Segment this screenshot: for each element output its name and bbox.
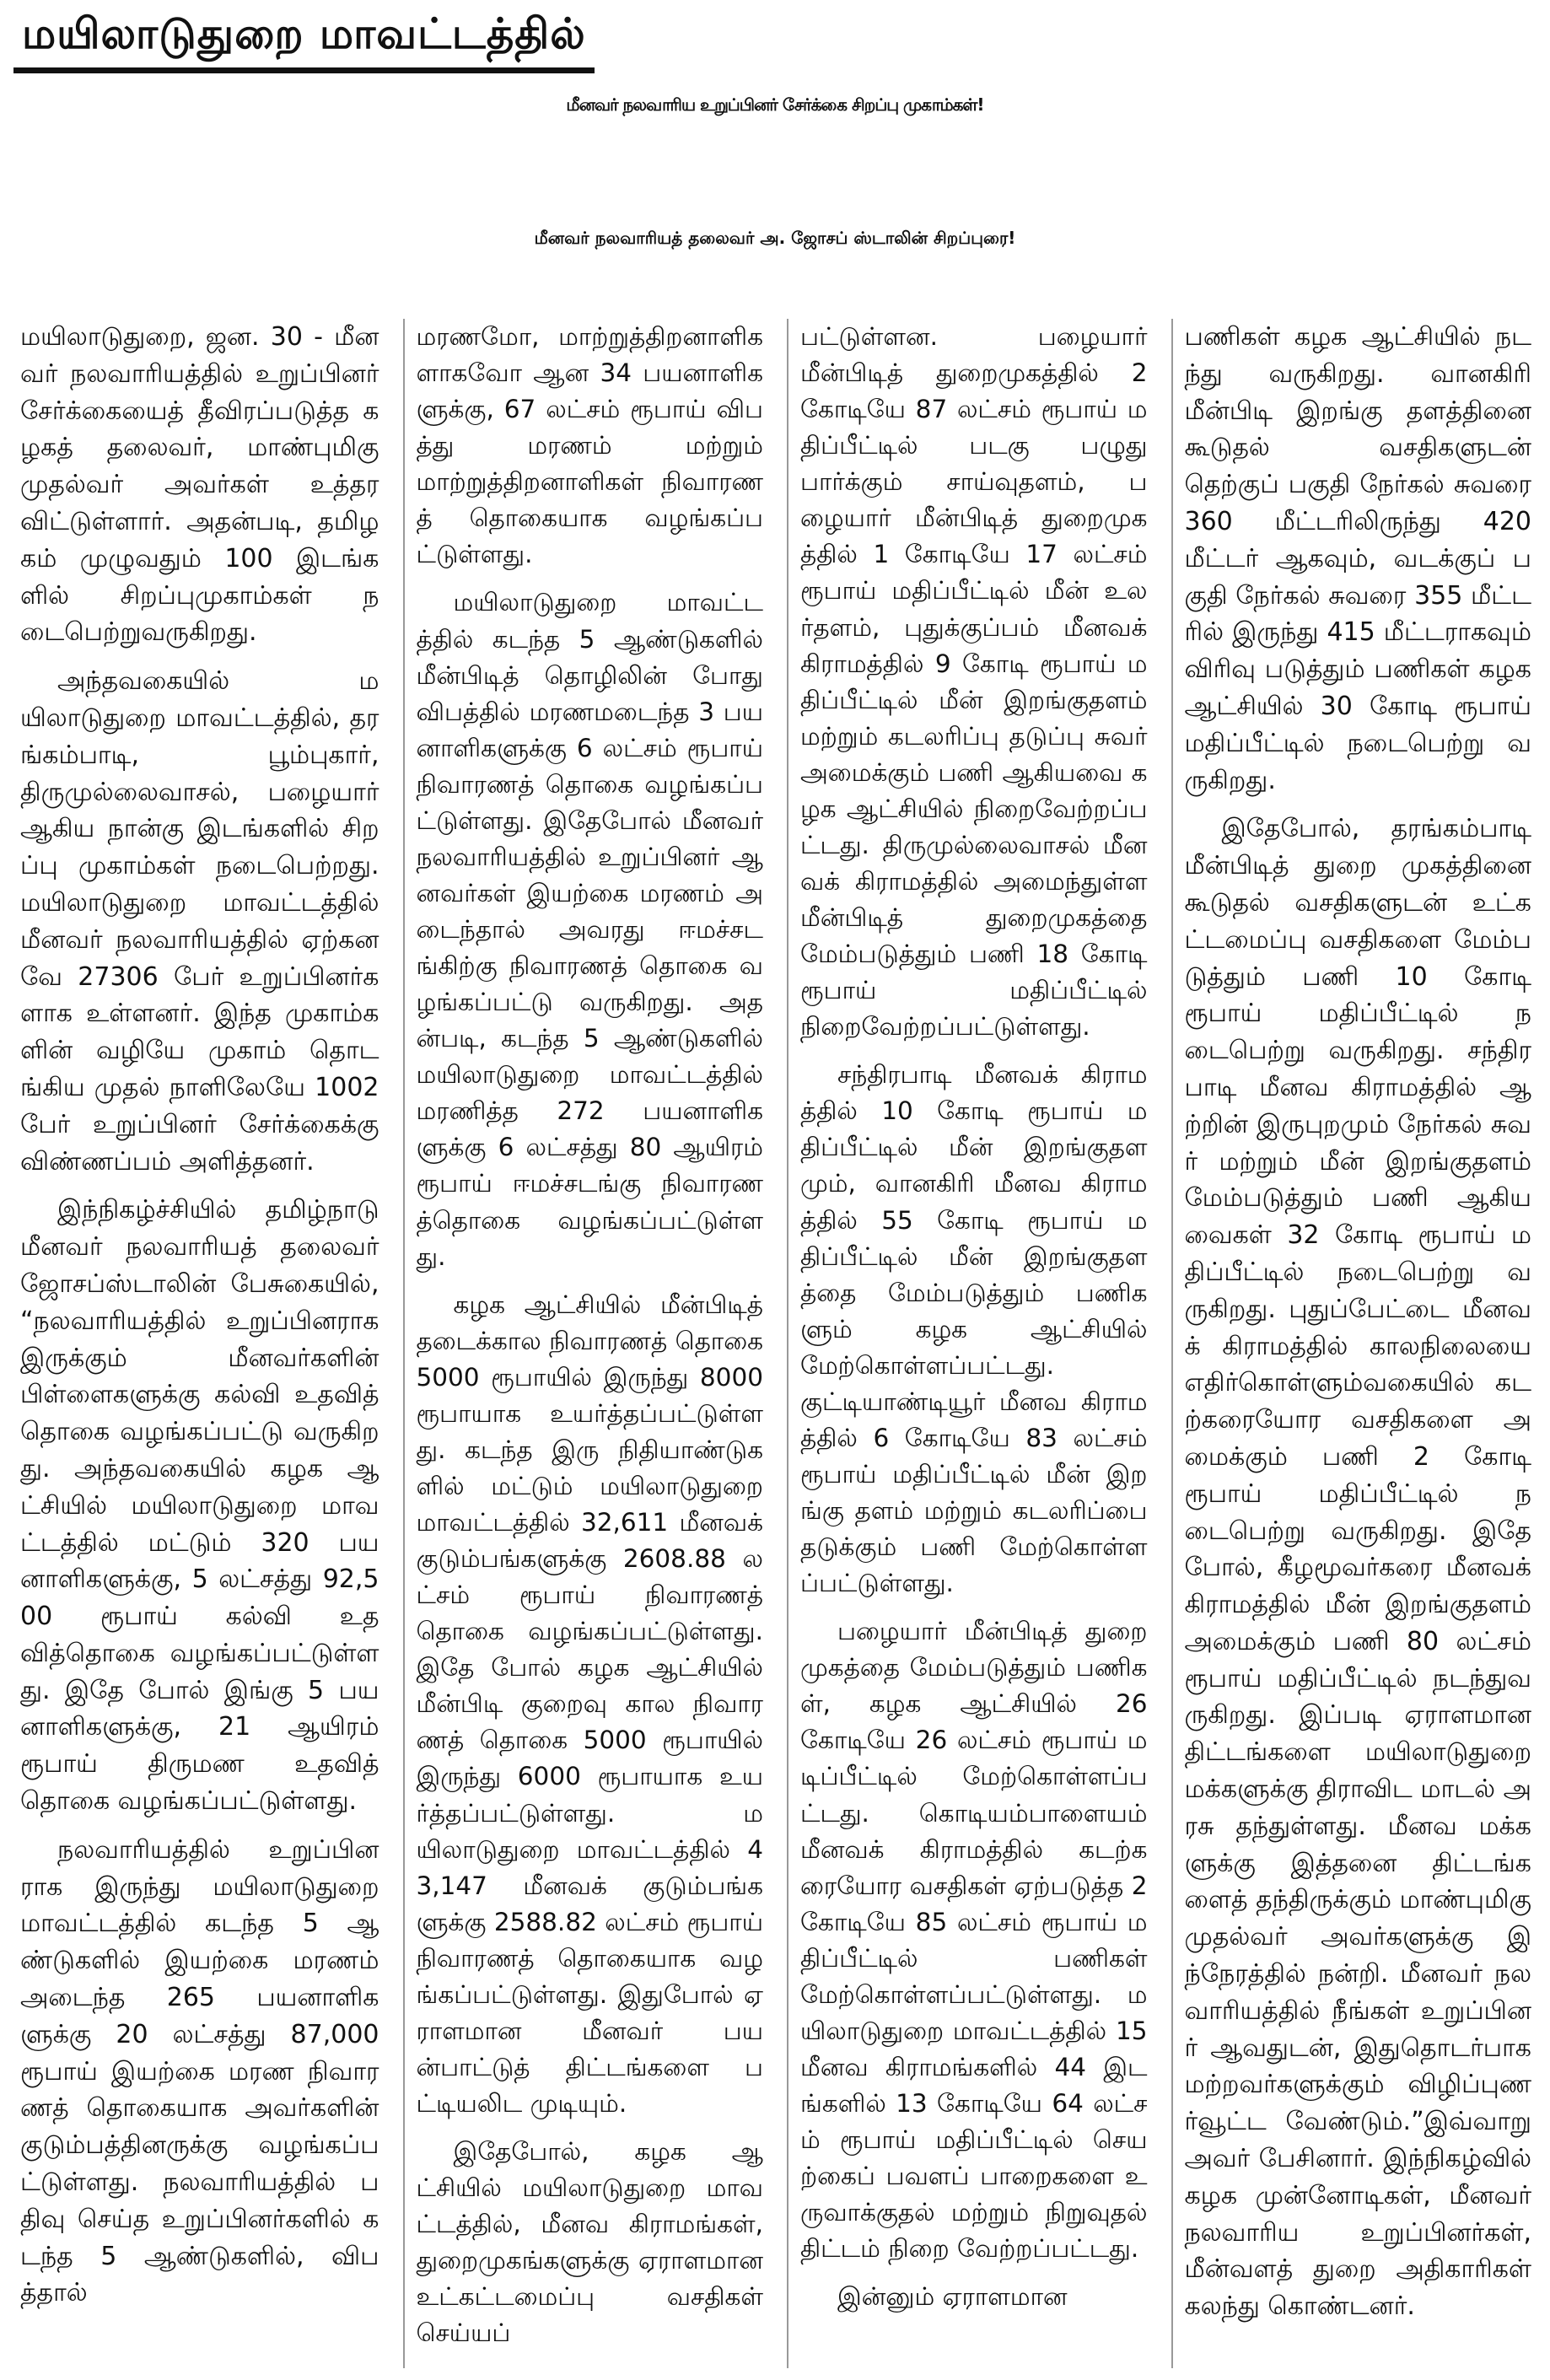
paragraph: மயிலாடுதுறை மாவட்டத்தில் கடந்த 5 ஆண்டுகளில் மீன்பிடித் தொழிலின் போது விபத்தில் மரணமடைந்த 3 பயனாளிகளுக்கு 6 லட்சம் ரூபாய் நிவாரணத் தொகை வழங்கப்பட்டுள்ளது. இதேபோல் மீனவர் நலவாரியத்தில் உறுப்பினர் ஆனவர்கள் இயற்கை மரணம் அடைந்தால் அவரது ஈமச்சடங்கிற்கு நிவாரணத் தொகை வழங்கப்பட்டு வருகிறது. அதன்படி, கடந்த 5 ஆண்டுகளில் மயிலாடுதுறை மாவட்டத்தில் மரணித்த 272 பயனாளிகளுக்கு 6 லட்சத்து 80 ஆயிரம் ரூபாய் ஈமச்சடங்கு நிவாரணத்தொகை வழங்கப்பட்டுள்ளது. <box>416 588 763 1271</box>
paragraph: நலவாரியத்தில் உறுப்பினராக இருந்து மயிலாடுதுறை மாவட்டத்தில் கடந்த 5 ஆண்டுகளில் இயற்கை மரணம் அடைந்த 265 பயனாளிகளுக்கு 20 லட்சத்து 87,000 ரூபாய் இயற்கை மரண நிவாரணத் தொகையாக அவர்களின் குடும்பத்தினருக்கு வழங்கப்பட்டுள்ளது. நலவாரியத்தில் பதிவு செய்த உறுப்பினர்களில் கடந்த 5 ஆண்டுகளில், விபத்தால் <box>20 1834 379 2308</box>
kicker-wrapper <box>13 7 595 73</box>
paragraph: அந்தவகையில் மயிலாடுதுறை மாவட்டத்தில், தரங்கம்பாடி, பூம்புகார், திருமுல்லைவாசல், பழையார் ஆகிய நான்கு இடங்களில் சிறப்பு முகாம்கள் நடைபெற்றது. மயிலாடுதுறை மாவட்டத்தில் மீனவர் நலவாரியத்தில் ஏற்கனவே 27306 பேர் உறுப்பினர்களாக உள்ளனர். இந்த முகாம்களின் வழியே முகாம் தொடங்கிய முதல் நாளிலேயே 1002 பேர் உறுப்பினர் சேர்க்கைக்கு விண்ணப்பம் அளித்தனர். <box>20 666 379 1177</box>
paragraph: இதேபோல், கழக ஆட்சியில் மயிலாடுதுறை மாவட்டத்தில், மீனவ கிராமங்கள், துறைமுகங்களுக்கு ஏராளமான உட்கட்டமைப்பு வசதிகள் செய்யப் <box>416 2137 763 2348</box>
column-3 <box>787 319 1148 2368</box>
paragraph: பட்டுள்ளன. பழையார் மீன்பிடித் துறைமுகத்தில் 2 கோடியே 87 லட்சம் ரூபாய் மதிப்பீட்டில் படகு பழுது பார்க்கும் சாய்வுதளம், பழையார் மீன்பிடித் துறைமுகத்தில் 1 கோடியே 17 லட்சம் ரூபாய் மதிப்பீட்டில் மீன் உலர்தளம், புதுக்குப்பம் மீனவக் கிராமத்தில் 9 கோடி ரூபாய் மதிப்பீட்டில் மீன் இறங்குதளம் மற்றும் கடலரிப்பு தடுப்பு சுவர் அமைக்கும் பணி ஆகியவை கழக ஆட்சியில் நிறைவேற்றப்பட்டது. திருமுல்லைவாசல் மீனவக் கிராமத்தில் அமைந்துள்ள மீன்பிடித் துறைமுகத்தை மேம்படுத்தும் பணி 18 கோடி ரூபாய் மதிப்பீட்டில் நிறைவேற்றப்பட்டுள்ளது. <box>800 322 1148 1042</box>
paragraph: கழக ஆட்சியில் மீன்பிடித் தடைக்கால நிவாரணத் தொகை 5000 ரூபாயில் இருந்து 8000 ரூபாயாக உயர்த்தப்பட்டுள்ளது. கடந்த இரு நிதியாண்டுகளில் மட்டும் மயிலாடுதுறை மாவட்டத்தில் 32,611 மீனவக் குடும்பங்களுக்கு 2608.88 லட்சம் ரூபாய் நிவாரணத் தொகை வழங்கப்பட்டுள்ளது. இதே போல் கழக ஆட்சியில் மீன்பிடி குறைவு கால நிவாரணத் தொகை 5000 ரூபாயில் இருந்து 6000 ரூபாயாக உயர்த்தப்பட்டுள்ளது. மயிலாடுதுறை மாவட்டத்தில் 43,147 மீனவக் குடும்பங்களுக்கு 2588.82 லட்சம் ரூபாய் நிவாரணத் தொகையாக வழங்கப்பட்டுள்ளது. இதுபோல் ஏராளமான மீனவர் பயன்பாட்டுத் திட்டங்களை பட்டியலிட முடியும். <box>416 1290 763 2118</box>
headline: மீனவர் நலவாரிய உறுப்பினர் சேர்க்கை சிறப்பு முகாம்கள்! <box>566 94 984 115</box>
paragraph: மயிலாடுதுறை, ஜன. 30 - மீனவர் நலவாரியத்தில் உறுப்பினர் சேர்க்கையைத் தீவிரப்படுத்த கழகத் தலைவர், மாண்புமிகு முதல்வர் அவர்கள் உத்தரவிட்டுள்ளார். அதன்படி, தமிழகம் முழுவதும் 100 இடங்களில் சிறப்புமுகாம்கள் நடைபெற்றுவருகிறது. <box>20 322 379 648</box>
paragraph: பழையார் மீன்பிடித் துறை முகத்தை மேம்படுத்தும் பணிகள், கழக ஆட்சியில் 26 கோடியே 26 லட்சம் ரூபாய் மடிப்பீட்டில் மேற்கொள்ளப்பட்டது. கொடியம்பாளையம் மீனவக் கிராமத்தில் கடற்கரையோர வசதிகள் ஏற்படுத்த 2 கோடியே 85 லட்சம் ரூபாய் மதிப்பீட்டில் பணிகள் மேற்கொள்ளப்பட்டுள்ளது. மயிலாடுதுறை மாவட்டத்தில் 15 மீனவ கிராமங்களில் 44 இடங்களில் 13 கோடியே 64 லட்சம் ரூபாய் மதிப்பீட்டில் செயற்கைப் பவளப் பாறைகளை உருவாக்குதல் மற்றும் நிறுவுதல் திட்டம் நிறை வேற்றப்பட்டது. <box>800 1617 1148 2264</box>
paragraph: சந்திரபாடி மீனவக் கிராமத்தில் 10 கோடி ரூபாய் மதிப்பீட்டில் மீன் இறங்குதளமும், வானகிரி மீனவ கிராமத்தில் 55 கோடி ரூபாய் மதிப்பீட்டில் மீன் இறங்குதளத்தை மேம்படுத்தும் பணிகளும் கழக ஆட்சியில் மேற்கொள்ளப்பட்டது. குட்டியாண்டியூர் மீனவ கிராமத்தில் 6 கோடியே 83 லட்சம் ரூபாய் மதிப்பீட்டில் மீன் இறங்கு தளம் மற்றும் கடலரிப்பை தடுக்கும் பணி மேற்கொள்ளப்பட்டுள்ளது. <box>800 1060 1148 1598</box>
column-2 <box>403 319 764 2368</box>
paragraph: இதேபோல், தரங்கம்பாடி மீன்பிடித் துறை முகத்தினை கூடுதல் வசதிகளுடன் உட்கட்டமைப்பு வசதிகளை மேம்படுத்தும் பணி 10 கோடி ரூபாய் மதிப்பீட்டில் நடைபெற்று வருகிறது. சந்திரபாடி மீனவ கிராமத்தில் ஆற்றின் இருபுறமும் நேர்கல் சுவர் மற்றும் மீன் இறங்குதளம் மேம்படுத்தும் பணி ஆகியவைகள் 32 கோடி ரூபாய் மதிப்பீட்டில் நடைபெற்று வருகிறது. புதுப்பேட்டை மீனவக் கிராமத்தில் காலநிலையை எதிர்கொள்ளும்வகையில் கடற்கரையோர வசதிகளை அமைக்கும் பணி 2 கோடி ரூபாய் மதிப்பீட்டில் நடைபெற்று வருகிறது. இதே போல், கீழமூவர்கரை மீனவக் கிராமத்தில் மீன் இறங்குதளம் அமைக்கும் பணி 80 லட்சம் ரூபாய் மதிப்பீட்டில் நடந்துவருகிறது. இப்படி ஏராளமான திட்டங்களை மயிலாடுதுறை மக்களுக்கு திராவிட மாடல் அரசு தந்துள்ளது. மீனவ மக்களுக்கு இத்தனை திட்டங்களைத் தந்திருக்கும் மாண்புமிகு முதல்வர் அவர்களுக்கு இந்நேரத்தில் நன்றி. மீனவர் நலவாரியத்தில் நீங்கள் உறுப்பினர் ஆவதுடன், இதுதொடர்பாக மற்றவர்களுக்கும் விழிப்புணர்வூட்ட வேண்டும்.”இவ்வாறு அவர் பேசினார். இந்நிகழ்வில் கழக முன்னோடிகள், மீனவர் நலவாரிய உறுப்பினர்கள், மீன்வளத் துறை அதிகாரிகள் கலந்து கொண்டனர். <box>1184 814 1531 2322</box>
paragraph: பணிகள் கழக ஆட்சியில் நடந்து வருகிறது. வானகிரி மீன்பிடி இறங்கு தளத்தினை கூடுதல் வசதிகளுடன் தெற்குப் பகுதி நேர்கல் சுவரை 360 மீட்டரிலிருந்து 420 மீட்டர் ஆகவும், வடக்குப் பகுதி நேர்கல் சுவரை 355 மீட்டரில் இருந்து 415 மீட்டராகவும் விரிவு படுத்தும் பணிகள் கழக ஆட்சியில் 30 கோடி ரூபாய் மதிப்பீட்டில் நடைபெற்று வருகிறது. <box>1184 322 1531 795</box>
article-body <box>19 319 1531 2368</box>
kicker-label: மயிலாடுதுறை மாவட்டத்தில் <box>13 7 595 73</box>
column-4 <box>1171 319 1532 2368</box>
paragraph: இன்னும் ஏராளமான <box>837 2282 1068 2312</box>
column-1 <box>19 319 379 2368</box>
paragraph: இந்நிகழ்ச்சியில் தமிழ்நாடு மீனவர் நலவாரியத் தலைவர் ஜோசப்ஸ்டாலின் பேசுகையில், “நலவாரியத்தில் உறுப்பினராக இருக்கும் மீனவர்களின் பிள்ளைகளுக்கு கல்வி உதவித் தொகை வழங்கப்பட்டு வருகிறது. அந்தவகையில் கழக ஆட்சியில் மயிலாடுதுறை மாவட்டத்தில் மட்டும் 320 பயனாளிகளுக்கு, 5 லட்சத்து 92,500 ரூபாய் கல்வி உதவித்தொகை வழங்கப்பட்டுள்ளது. இதே போல் இங்கு 5 பயனாளிகளுக்கு, 21 ஆயிரம் ரூபாய் திருமண உதவித் தொகை வழங்கப்பட்டுள்ளது. <box>20 1195 379 1817</box>
paragraph: மரணமோ, மாற்றுத்திறனாளிகளாகவோ ஆன 34 பயனாளிகளுக்கு, 67 லட்சம் ரூபாய் விபத்து மரணம் மற்றும் மாற்றுத்திறனாளிகள் நிவாரணத் தொகையாக வழங்கப்பட்டுள்ளது. <box>416 322 763 569</box>
subheadline: மீனவர் நலவாரியத் தலைவர் அ. ஜோசப் ஸ்டாலின் சிறப்புரை! <box>534 228 1016 248</box>
